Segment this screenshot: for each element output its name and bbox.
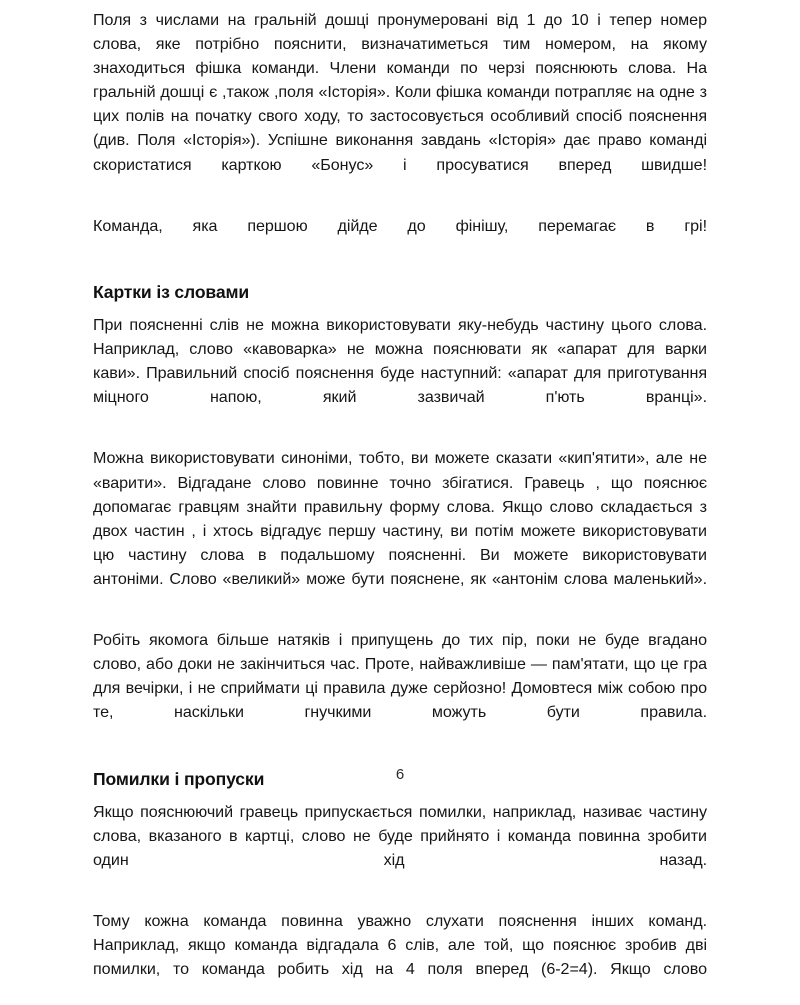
paragraph-board-numbering: Поля з числами на гральній дошці пронумеровані від 1 до 10 і тепер номер слова, яке потрібно пояснити, визначатиметься тим номером, на якому знаходиться фішка команди. Члени команди по черзі пояснюють слова. На гральній дошці є ,також ,поля «Історія». Коли фішка команди потрапляє на одне з цих полів на початку свого ходу, то застосовується особливий спосіб пояснення (див. Поля «Історія»). Успішне виконання завдань «Історія» дає право команді скористатися карткою «Бонус» і просуватися вперед швидше!	[93, 11, 707, 174]
page-number: 6	[395, 766, 405, 783]
paragraph-listening-other-teams: Тому кожна команда повинна уважно слухати пояснення інших команд. Наприклад, якщо команда відгадала 6 слів, але той, що пояснює зробив дві помилки, то команда робить хід на 4 поля вперед (6-2=4). Якщо слово	[93, 911, 707, 979]
heading-word-cards: Картки із словами	[93, 281, 250, 302]
paragraph-winning-condition: Команда, яка першою дійде до фінішу, перемагає в грі!	[93, 216, 707, 235]
paragraph-mistake-penalty: Якщо пояснюючий гравець припускається помилки, наприклад, називає частину слова, вказаного в картці, слово не буде прийнято і команда повинна зробити один хід назад.	[93, 802, 707, 869]
paragraph-synonyms-antonyms: Можна використовувати синоніми, тобто, ви можете сказати «кип'ятити», але не «варити». Відгадане слово повинне точно збігатися. Гравець , що пояснює допомагає гравцям знайти правильну форму слова. Якщо слово складається з двох частин , і хтось відгадує першу частину, ви потім можете використовувати цю частину слова в подальшому поясненні. Ви можете використовувати антоніми. Слово «великий» може бути пояснене, як «антонім слова маленький».	[93, 449, 707, 588]
heading-mistakes-and-skips: Помилки і пропуски	[93, 768, 265, 789]
paragraph-explaining-rules: При поясненні слів не можна використовувати яку-небудь частину цього слова. Наприклад, слово «кавоварка» не можна пояснювати як «апарат для варки кави». Правильний спосіб пояснення буде наступний: «апарат для приготування міцного напою, який зазвичай п'ють вранці».	[93, 315, 707, 407]
page-content	[93, 8, 707, 1005]
paragraph-hints-and-flexibility: Робіть якомога більше натяків і припущень до тих пір, поки не буде вгадано слово, або доки не закінчиться час. Проте, найважливіше — пам'ятати, що це гра для вечірки, і не сприймати ці правила дуже серйозно! Домовтеся між собою про те, наскільки гнучкими можуть бути правила.	[93, 631, 707, 722]
